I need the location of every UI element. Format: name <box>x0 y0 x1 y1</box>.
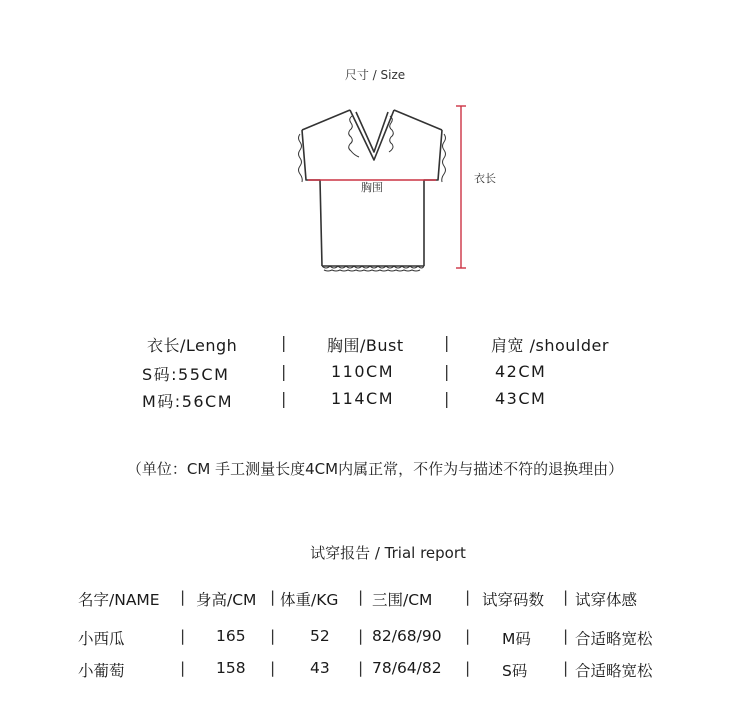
header-name: 名字/NAME <box>78 591 160 609</box>
column-separator: | <box>180 627 186 645</box>
column-separator: | <box>180 588 186 606</box>
column-separator: | <box>465 588 471 606</box>
column-separator: | <box>444 389 450 408</box>
trial-1-weight: 52 <box>310 627 330 645</box>
column-separator: | <box>465 659 471 677</box>
trial-1-size: M码 <box>502 630 531 648</box>
header-shoulder: 肩宽 /shoulder <box>491 336 609 355</box>
column-separator: | <box>281 362 287 381</box>
column-separator: | <box>358 659 364 677</box>
trial-1-name: 小西瓜 <box>78 630 125 648</box>
column-separator: | <box>465 627 471 645</box>
header-fit-feel: 试穿体感 <box>575 591 638 609</box>
column-separator: | <box>358 588 364 606</box>
trial-report-title: 试穿报告 / Trial report <box>310 544 466 562</box>
garment-diagram <box>290 98 510 278</box>
trial-2-name: 小葡萄 <box>78 662 125 680</box>
trial-2-height: 158 <box>216 659 246 677</box>
column-separator: | <box>358 627 364 645</box>
trial-1-feel: 合适略宽松 <box>575 630 653 648</box>
size-m-shoulder: 43CM <box>495 389 547 408</box>
size-section-title: 尺寸 / Size <box>344 68 406 82</box>
column-separator: | <box>444 333 450 352</box>
column-separator: | <box>281 333 287 352</box>
header-length: 衣长/Lengh <box>147 336 238 355</box>
vest-sketch <box>290 98 510 278</box>
size-m-bust: 114CM <box>331 389 395 408</box>
header-bust: 胸围/Bust <box>327 336 404 355</box>
header-trial-size: 试穿码数 <box>482 591 545 609</box>
column-separator: | <box>563 659 569 677</box>
column-separator: | <box>270 659 276 677</box>
size-s-shoulder: 42CM <box>495 362 547 381</box>
column-separator: | <box>444 362 450 381</box>
trial-2-feel: 合适略宽松 <box>575 662 653 680</box>
column-separator: | <box>563 627 569 645</box>
trial-2-measurements: 78/64/82 <box>372 659 442 677</box>
trial-2-size: S码 <box>502 662 528 680</box>
header-height: 身高/CM <box>196 591 257 609</box>
trial-2-weight: 43 <box>310 659 330 677</box>
size-s-length: S码:55CM <box>142 365 230 384</box>
measurement-note: （单位：CM 手工测量长度4CM内属正常，不作为与描述不符的退换理由） <box>126 460 624 478</box>
length-measure-line <box>456 106 466 268</box>
column-separator: | <box>563 588 569 606</box>
header-measurements: 三围/CM <box>372 591 433 609</box>
size-s-bust: 110CM <box>331 362 395 381</box>
bust-label: 胸围 <box>361 181 383 194</box>
size-m-length: M码:56CM <box>142 392 234 411</box>
column-separator: | <box>281 389 287 408</box>
column-separator: | <box>180 659 186 677</box>
length-label: 衣长 <box>474 172 496 185</box>
column-separator: | <box>270 627 276 645</box>
column-separator: | <box>270 588 276 606</box>
trial-1-height: 165 <box>216 627 246 645</box>
header-weight: 体重/KG <box>280 591 339 609</box>
trial-1-measurements: 82/68/90 <box>372 627 442 645</box>
